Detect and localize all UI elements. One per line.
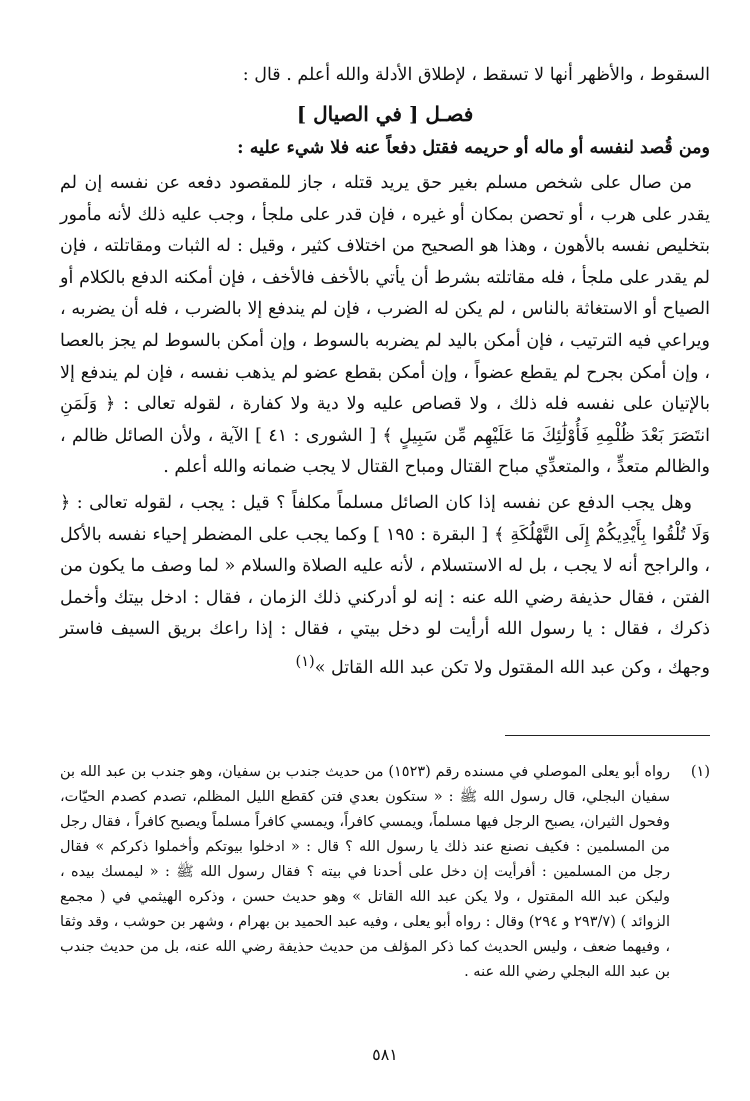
body-paragraph-2-text: وهل يجب الدفع عن نفسه إذا كان الصائل مسلماً مكلفاً ؟ قيل : يجب ، لقوله تعالى : ﴿ وَلَا تُلْقُوا بِأَيْدِيكُمْ إِلَى التَّهْلُكَةِ ﴾ [ البقرة : ١٩٥ ] وكما يجب على المضطر إحياء نفسه بالأكل ، والراجح أنه لا يجب ، بل له الاستسلام ، لأنه عليه الصلاة والسلام « لما وصف ما يكون من الفتن ، فقال حذيفة رضي الله عنه : إنه لو أدركني ذلك الزمان ، فقال : ادخل بيتك وأخمل ذكرك ، فقال : يا رسول الله أرأيت لو دخل بيتي ، فقال : إذا راعك بريق السيف فاستر وجهك ، وكن عبد الله المقتول ولا تكن عبد الله القاتل » bbox=[60, 492, 710, 678]
page-number: ٥٨١ bbox=[372, 1045, 398, 1064]
footnote-number: (١) bbox=[690, 764, 710, 780]
footnote bbox=[60, 760, 710, 985]
document-page bbox=[60, 60, 710, 1080]
footnote-reference: (١) bbox=[295, 652, 315, 670]
body-paragraph-2 bbox=[60, 488, 710, 684]
top-line: السقوط ، والأظهر أنها لا تسقط ، لإطلاق الأدلة والله أعلم . قال : bbox=[242, 65, 710, 85]
matn-lemma: ومن قُصد لنفسه أو ماله أو حريمه فقتل دفعاً عنه فلا شيء عليه : bbox=[237, 138, 710, 158]
section-heading: فصـل [ في الصيال ] bbox=[296, 102, 474, 126]
footnote-divider bbox=[505, 735, 710, 736]
footnote-text: رواه أبو يعلى الموصلي في مسنده رقم (١٥٢٣) من حديث جندب بن سفيان، وهو جندب بن عبد الله بن سفيان البجلي، قال رسول الله ﷺ : « ستكون بعدي فتن كقطع الليل المظلم، تصدم كصدم الحيّات، وفحول الثيران، يصبح الرجل فيها مسلماً، ويمسي كافراً، ويمسي كافراً مسلماً ويصبح كافراً ، فقال رجل من المسلمين : فكيف نصنع عند ذلك يا رسول الله ؟ قال : « ادخلوا بيوتكم وأخملوا ذكركم » فقال رجل من المسلمين : أفرأيت إن دخل على أحدنا في بيته ؟ فقال رسول الله ﷺ : « ليمسك بيده ، وليكن عبد الله المقتول ، ولا يكن عبد الله القاتل » وهو حديث حسن ، وذكره الهيثمي في ( مجمع الزوائد ) (٢٩٣/٧ و ٢٩٤) وقال : رواه أبو يعلى ، وفيه عبد الحميد بن بهرام ، وشهر بن حوشب ، وقد وثقا ، وفيهما ضعف ، وليس الحديث كما ذكر المؤلف من حديث حذيفة رضي الله عنه، بل من حديث جندب بن عبد الله البجلي رضي الله عنه . bbox=[60, 764, 670, 980]
body-paragraph-1: من صال على شخص مسلم بغير حق يريد قتله ، جاز للمقصود دفعه عن نفسه إن لم يقدر على هرب ، أو تحصن بمكان أو غيره ، فإن قدر على ملجأ ، وجب عليه ذلك لأنه مأمور بتخليص نفسه بالأهون ، وهذا هو الصحيح من اختلاف كثير ، وقيل : له الثبات ومقاتلته ، فإن لم يقدر على ملجأ ، فله مقاتلته بشرط أن يأتي بالأخف فالأخف ، فإن أمكنه الدفع بالكلام أو الصياح أو الاستغاثة بالناس ، لم يكن له الضرب ، فإن لم يندفع إلا بالضرب ، فله أن يضربه ، ويراعي فيه الترتيب ، فإن أمكن باليد لم يضربه بالسوط ، وإن أمكن بالسوط لم يجز بالعصا ، وإن أمكن بجرح لم يقطع عضواً ، وإن أمكن بقطع عضو لم يذهب نفسه ، فإن لم يندفع إلا بالإتيان على نفسه فله ذلك ، ولا قصاص عليه ولا دية ولا كفارة ، لقوله تعالى : ﴿ وَلَمَنِ انتَصَرَ بَعْدَ ظُلْمِهِ فَأُوْلَٰئِكَ مَا عَلَيْهِم مِّن سَبِيلٍ ﴾ [ الشورى : ٤١ ] الآية ، ولأن الصائل ظالم ، والظالم متعدٍّ ، والمتعدِّي مباح القتال ومباح القتال لا يجب ضمانه والله أعلم . bbox=[60, 173, 710, 478]
